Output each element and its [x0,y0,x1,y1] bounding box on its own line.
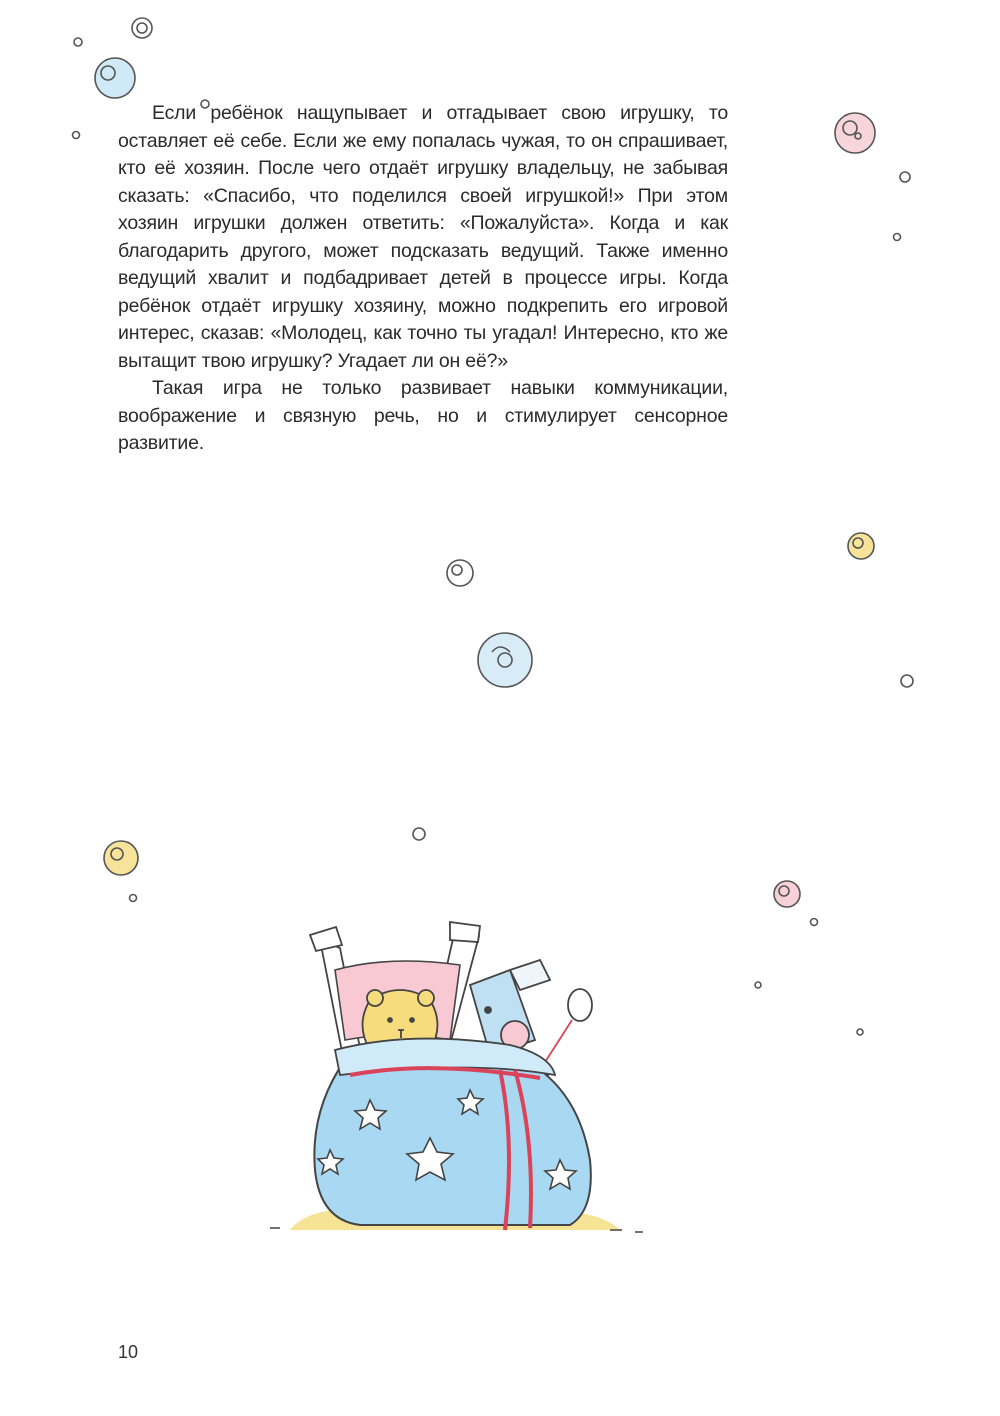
page-number: 10 [118,1342,139,1362]
toy-sack-illustration [250,910,670,1250]
paragraph: Если ребёнок нащупывает и отгадывает свою игрушку, то оставляет её себе. Если же ему попалась чужая, то он спрашивает, кто её хозяин. После чего отдаёт игрушку владельцу, не забывая сказать: «Спасибо, что поделился своей игрушкой!» При этом хозяин игрушки должен ответить: «Пожалуйста». Когда и как благодарить другого, может подсказать ведущий. Также именно ведущий хвалит и подбадривает детей в процессе игры. Когда ребёнок отдаёт игрушку хозяину, можно подкрепить его игровой интерес, сказав: «Молодец, как точно ты угадал! Интересно, кто же вытащит твою игрушку? Угадает ли он её?» [118,102,728,372]
body-text [118,100,728,458]
paragraph: Такая игра не только развивает навыки коммуникации, воображение и связную речь, но и стимулирует сенсорное развитие. [118,377,728,454]
